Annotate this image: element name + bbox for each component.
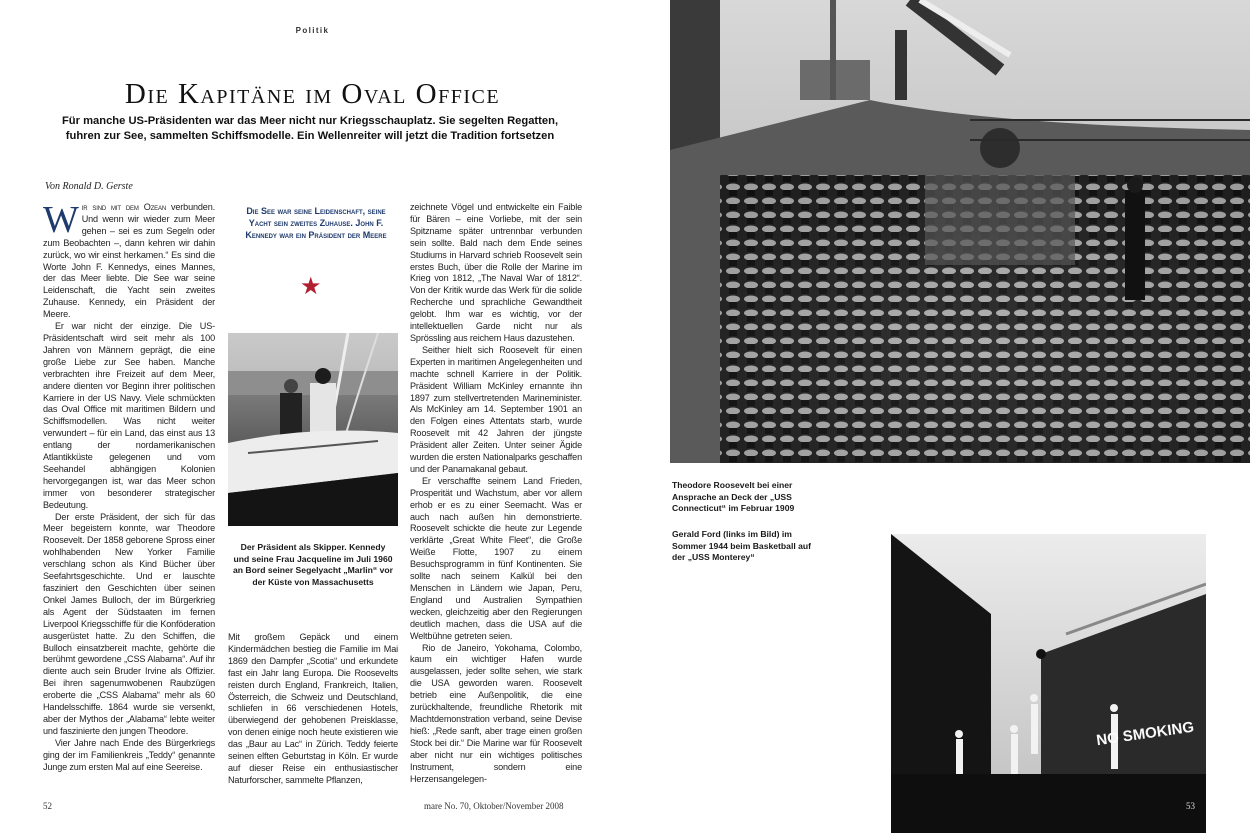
text-column-3 — [410, 202, 582, 792]
paragraph: Mit großem Gepäck und einem Kindermädchen bestieg die Familie im Mai 1869 den Dampfer „Scotia“ und erkundete fast ein Jahr lang Europa. Die Roosevelts reisten durch England, Frankreich, Italien, Österreich, die Schweiz und Deutschland, schliefen in 66 verschiedenen Hotels, überwiegend der gehobenen Preisklasse, von denen einige noch heute existieren wie das „Baur au Lac“ in Zürich. Teddy feierte seinen elften Geburtstag in Köln. Er wurde auf dieser Reise ein enthusiastischer Naturforscher, sammelte Pflanzen, — [228, 632, 398, 785]
magazine-footer: mare No. 70, Oktober/November 2008 — [424, 801, 564, 811]
drop-cap: W — [43, 202, 79, 241]
article-lede: Für manche US-Präsidenten war das Meer nicht nur Kriegsschauplatz. Sie segelten Regatten, fuhren zur See, sammelten Schiffsmodelle. Ein Wellenreiter will jetzt die Tradition fortsetzen — [61, 115, 559, 142]
lead-in: ir sind mit dem Ozean — [81, 202, 167, 212]
ford-photo-caption: Gerald Ford (links im Bild) im Sommer 1944 beim Basketball auf der „USS Monterey“ — [672, 529, 811, 563]
roosevelt-deck-photo — [670, 0, 1250, 463]
pull-quote: Die See war seine Leidenschaft, seine Yacht sein zweites Zuhause. John F. Kennedy war ein Präsident der Meere — [245, 206, 387, 240]
text-column-1 — [43, 202, 215, 792]
ford-basketball-photo — [891, 534, 1206, 833]
paragraph: Rio de Janeiro, Yokohama, Colombo, kaum ein wichtiger Hafen wurde ausgelassen, jeder sollte sehen, wie stark die USA geworden waren. Roosevelt betrieb eine Außenpolitik, die eine zurückhaltende, freundliche Rhetorik mit Machtdemonstration verband, seine Devise hieß: „Rede sanft, aber trage einen großen Stock bei dir.“ Die Marine war für Roosevelt aber nicht nur ein wichtiges politisches Instrument, sondern eine Herzensangelegen- — [410, 642, 582, 784]
kennedy-sailing-photo — [228, 333, 398, 526]
paragraph: Er war nicht der einzige. Die US-Präsidentschaft wird seit mehr als 100 Jahren von Männern geprägt, die eine große Liebe zur See haben. Manche verbrachten ihre Freizeit auf dem Meer, andere dienten vor Beginn ihrer politischen Karriere in der US Navy. Viele schmückten das Oval Office mit maritimen Bildern und Schiffsmodellen. Was nicht weiter verwundert – für ein Land, das einst aus 13 entlang der nordamerikanischen Atlantikküste gelegenen und vom Seehandel abhängigen Kolonien hervorgegangen ist, war das Meer schon immer von besonderer strategischer Bedeutung. — [43, 321, 215, 510]
kennedy-photo-caption: Der Präsident als Skipper. Kennedy und seine Frau Jacqueline im Juli 1960 an Bord seiner Segelyacht „Marlin“ vor der Küste von Massachusetts — [233, 542, 393, 587]
star-icon: ★ — [300, 273, 322, 300]
page-number-right: 53 — [1186, 801, 1195, 811]
byline: Von Ronald D. Gerste — [45, 181, 133, 192]
section-label: Politik — [295, 26, 330, 35]
paragraph: Vier Jahre nach Ende des Bürgerkriegs ging der im Familienkreis „Teddy“ genannte Junge zum ersten Mal auf eine Seereise. — [43, 737, 215, 772]
roosevelt-photo-caption: Theodore Roosevelt bei einer Ansprache an Deck der „USS Connecticut“ im Februar 1909 — [672, 480, 795, 514]
paragraph: Seither hielt sich Roosevelt für einen Experten in maritimen Angelegenheiten und machte schnell Karriere in der Politik. Präsident William McKinley ernannte ihn 1897 zum stellvertretenden Marineminister. Als McKinley am 14. September 1901 an den Folgen eines Attentats starb, wurde Roosevelt mit 42 Jahren der jüngste Präsident aller Zeiten. Unter seiner Ägide wurden die ersten Nationalparks geschaffen und der Panamakanal gebaut. — [410, 344, 582, 474]
paragraph: Er verschaffte seinem Land Frieden, Prosperität und Wachstum, aber vor allem erhob er es zu einer Seemacht. Was er auch nach außen hin demonstrierte. Roosevelt schickte die heute zur Legende verklärte „Great White Fleet“, die Große Weiße Flotte, 1907 zu einem Besuchsprogramm in fünf Kontinenten. Sie sollte nach seinem Kalkül bei den Menschen in Ländern wie Japan, Peru, England und Australien Sympathien wecken, gleichzeitig aber den Regierungen deutlich machen, dass die USA auf die Weltbühne getreten seien. — [410, 475, 582, 641]
no-smoking-sign: NO SMOKING — [1095, 718, 1196, 750]
paragraph: Der erste Präsident, der sich für das Meer begeistern konnte, war Theodore Roosevelt. Der 1858 geborene Spross einer wohlhabenden New Yorker Familie verschlang schon als Kind Bücher über Seefahrtsgeschichte. Und er lauschte fasziniert den Geschichten über seinen Onkel James Bulloch, der im Bürgerkrieg als Agent der Südstaaten im fernen Liverpool Kriegsschiffe für die Konföderation ausgerüstet hatte. Zu den Schiffen, die Bulloch einsatzbereit machte, gehörte die berühmt gewordene „CSS Alabama“. Auf ihr diente auch sein Bruder Irvine als Offizier. Bei ihren sagenumwobenen Raubzügen eroberte die „CSS Alabama“ mehr als 60 Handelsschiffe. 1864 wurde sie versenkt, aber der Mythos der „Alabama“ lebte weiter und faszinierte den jungen Theodore. — [43, 511, 215, 736]
article-title: Die Kapitäne im Oval Office — [124, 78, 501, 110]
paragraph: zeichnete Vögel und entwickelte ein Faible für Bären – eine Vorliebe, mit der sein Spitzname später untrennbar verbunden sein sollte. Bald nach dem Ende seines Studiums in Harvard schrieb Roosevelt sein erstes Buch, über die Rolle der Marine im Krieg von 1812, „The Naval War of 1812“. Von der Kritik wurde das Werk für die solide Recherche und sprachliche Gewandtheit gelobt. Ihm war es wichtig, vor der intellektuellen Garde nicht nur als Sprössling aus reichem Haus dazustehen. — [410, 202, 582, 343]
paragraph — [43, 202, 215, 321]
page-number-left: 52 — [43, 801, 52, 811]
text-column-2 — [228, 632, 398, 792]
paragraph-text: verbunden. Und wenn wir wieder zum Meer gehen – sei es zum Segeln oder zum Beobachten –, dann kehren wir dahin zurück, wo wir einst herkamen.“ Es sind die Worte John F. Kennedys, eines Mannes, der das Meer liebte. Die See war seine Leidenschaft, die Yacht sein zweites Zuhause. Kennedy, ein Präsident der Meere. — [43, 202, 215, 320]
